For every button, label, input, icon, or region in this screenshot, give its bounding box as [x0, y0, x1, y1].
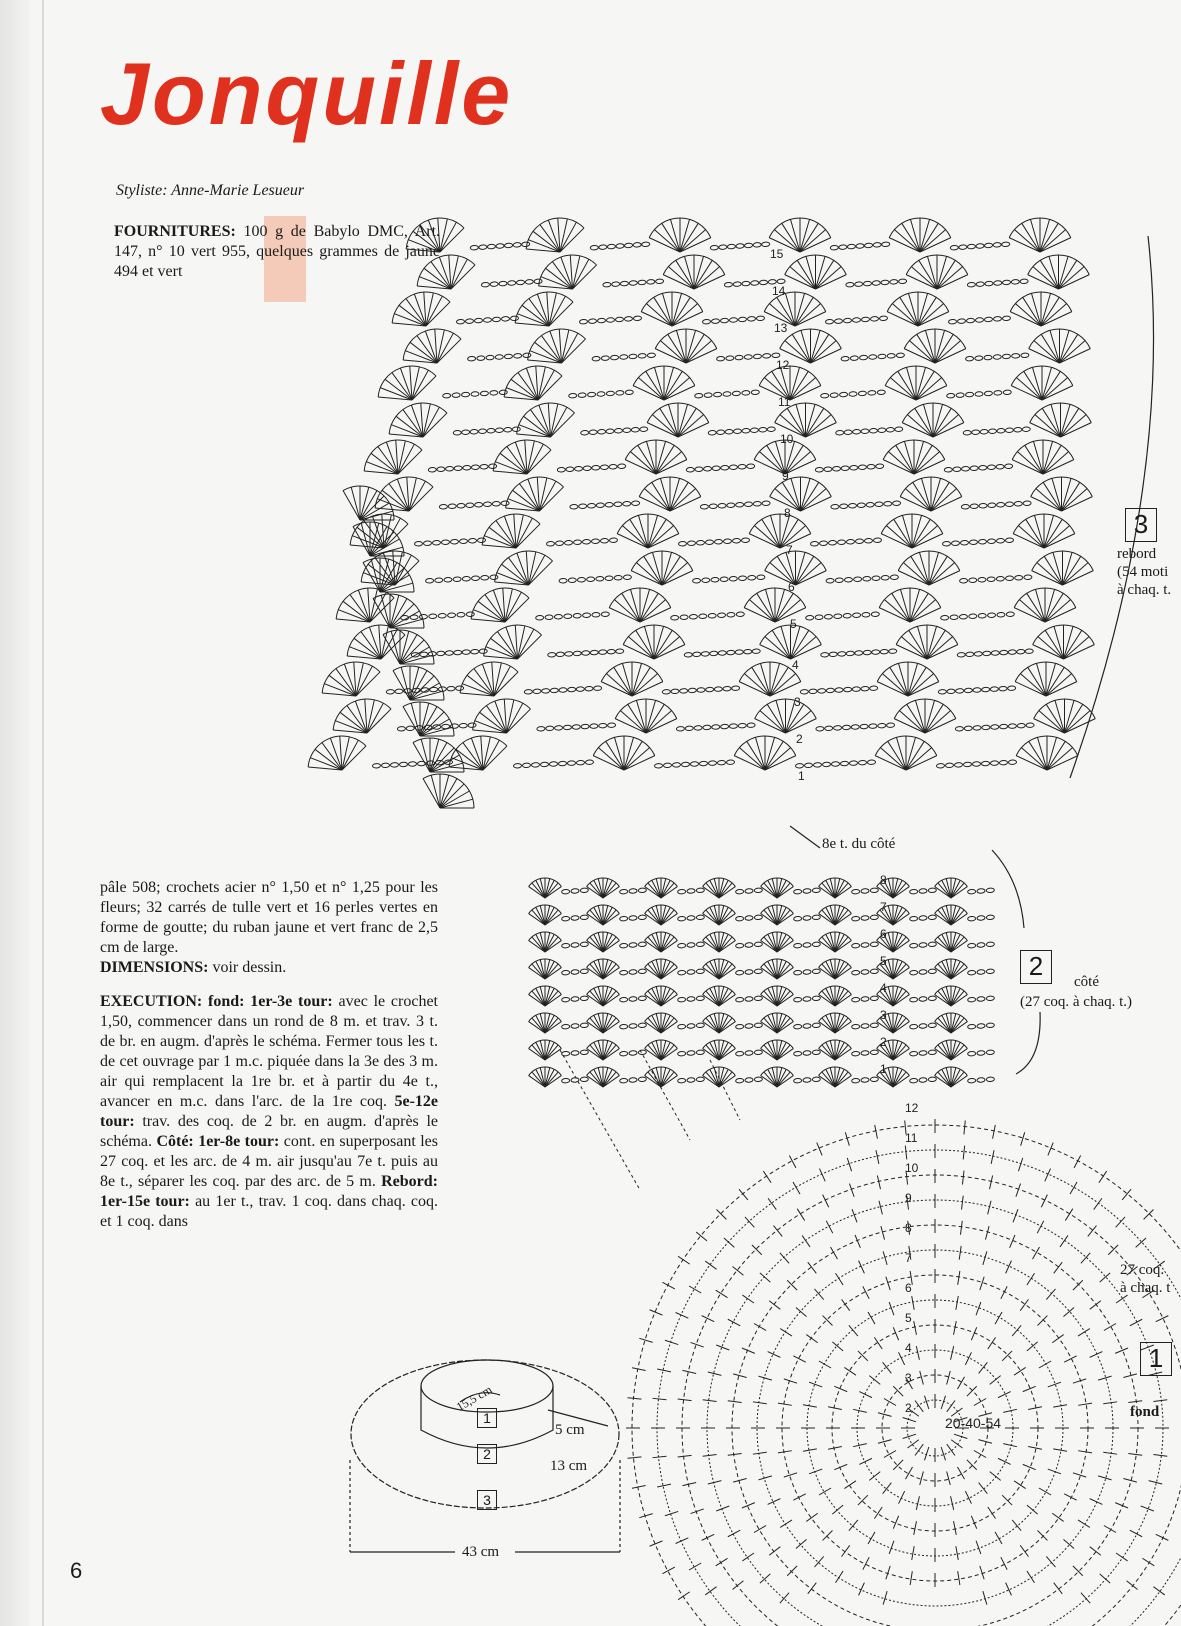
- execution-text-2: trav. des coq. de 2 br. en augm. d'après le schéma.: [100, 1113, 438, 1150]
- hat-height-dimension: 5 cm: [555, 1422, 585, 1438]
- rebord-number-box: 3: [1125, 508, 1157, 542]
- instructions-block: [100, 878, 438, 1246]
- supplies-heading: FOURNITURES:: [114, 223, 236, 240]
- fond-sub-2: à chaq. t: [1120, 1280, 1171, 1296]
- cote-sub: (27 coq. à chaq. t.): [1020, 994, 1133, 1010]
- execution-text-1: avec le crochet 1,50, commencer dans un rond de 8 m. et trav. 3 t. de br. en augm. d'après le schéma. Fermer tous les t. de cet ouvrage par 1 m.c. piquée dans la 3e des 3 m. air qui remplacent la 1re br. et à partir du 4e t., avancer en m.c. dans l'arc. de la 1re coq.: [100, 993, 438, 1110]
- rebord-row-number: 3: [794, 695, 801, 709]
- execution-heading-2: 5e-12e tour:: [100, 1093, 439, 1130]
- fond-row-number: 4: [905, 1341, 912, 1355]
- execution-text-4: au 1er t., trav. 1 coq. dans chaq. coq. et 1 coq. dans: [100, 1193, 439, 1230]
- fond-label: fond: [1130, 1404, 1160, 1420]
- rebord-row-number: 14: [772, 284, 786, 298]
- page-number: 6: [70, 1558, 83, 1583]
- page-gutter-line: [42, 0, 44, 1626]
- rebord-sub-2: à chaq. t.: [1117, 582, 1172, 598]
- dimensions-heading: DIMENSIONS:: [100, 959, 209, 976]
- rebord-row-number: 12: [776, 358, 790, 372]
- cote-row-number: 3: [880, 1008, 887, 1022]
- page-gutter: [0, 0, 30, 1626]
- hat-total-dimension: 43 cm: [462, 1544, 500, 1560]
- dimensions-text: voir dessin.: [212, 959, 287, 976]
- execution-heading-3: Côté: 1er-8e tour:: [156, 1133, 280, 1150]
- rebord-row-number: 11: [778, 395, 791, 409]
- supplies-text-top: 100 g de Babylo DMC, Art. 147, n° 10 vert 955, quelques grammes de jaune 494 et vert: [114, 223, 441, 280]
- execution-heading: EXECUTION: fond: 1er-3e tour:: [100, 993, 333, 1010]
- fond-row-number: 3: [905, 1371, 912, 1385]
- hat-crown-dimension: 13 cm: [550, 1458, 588, 1474]
- fond-center-label: 20-40-54: [945, 1415, 1002, 1431]
- rebord-row-number: 7: [786, 543, 793, 557]
- cote-row-number: 8: [880, 873, 887, 887]
- side-note: 8e t. du côté: [822, 836, 896, 852]
- supplies-block-top: [114, 222, 440, 282]
- fond-row-number: 10: [905, 1161, 919, 1175]
- cote-row-number: 6: [880, 927, 887, 941]
- rebord-chart: [308, 218, 1095, 808]
- fond-chart: [560, 1050, 1181, 1626]
- rebord-row-number: 4: [792, 658, 799, 672]
- fond-sub-1: 27 coq.: [1120, 1262, 1165, 1278]
- cote-bracket-top: [992, 850, 1024, 928]
- fond-row-number: 2: [905, 1401, 912, 1415]
- cote-number-box: 2: [1020, 950, 1052, 984]
- rebord-row-number: 2: [796, 732, 803, 746]
- hat-brim-dimension: 15,5 cm: [453, 1382, 495, 1414]
- stylist-credit: Styliste: Anne-Marie Lesueur: [116, 182, 305, 199]
- rebord-bracket: [1070, 236, 1157, 778]
- fond-row-number: 8: [905, 1221, 912, 1235]
- supplies-text-bottom: pâle 508; crochets acier n° 1,50 et n° 1,25 pour les fleurs; 32 carrés de tulle vert et 16 perles vertes en forme de goutte; du ruban jaune et vert franc de 2,5 cm de large.: [100, 879, 438, 956]
- fond-row-number: 6: [905, 1281, 912, 1295]
- rebord-label: rebord: [1117, 546, 1157, 562]
- fond-number-box: 1: [1140, 1342, 1172, 1376]
- hat-box-1: 1: [477, 1408, 497, 1428]
- rebord-row-number: 6: [788, 580, 795, 594]
- cote-bracket-bottom: [1016, 1012, 1040, 1074]
- fond-row-number: 7: [905, 1251, 912, 1265]
- side-note-pointer: [790, 826, 820, 848]
- hat-box-2: 2: [477, 1444, 497, 1464]
- page-title: Jonquille: [100, 44, 514, 143]
- rebord-row-number: 13: [774, 321, 788, 335]
- cote-chart: [529, 878, 995, 1087]
- fond-row-number: 12: [905, 1101, 919, 1115]
- rebord-row-number: 5: [790, 617, 797, 631]
- hat-box-3: 3: [477, 1490, 497, 1510]
- rebord-row-number: 10: [780, 432, 794, 446]
- cote-row-number: 1: [880, 1062, 887, 1076]
- fond-row-number: 5: [905, 1311, 912, 1325]
- rebord-row-number: 15: [770, 247, 784, 261]
- execution-text-3: cont. en superposant les 27 coq. et les arc. de 4 m. air jusqu'au 7e t. puis au 8e t., séparer les coq. par des arc. de 5 m.: [100, 1133, 438, 1190]
- cote-label: côté: [1074, 974, 1099, 990]
- cote-row-number: 7: [880, 900, 887, 914]
- rebord-sub-1: (54 moti: [1117, 564, 1169, 580]
- cote-row-number: 2: [880, 1035, 887, 1049]
- fond-row-number: 11: [905, 1131, 918, 1145]
- fond-row-number: 9: [905, 1191, 912, 1205]
- rebord-row-number: 1: [798, 769, 805, 783]
- cote-row-number: 4: [880, 981, 887, 995]
- rebord-row-number: 8: [784, 506, 791, 520]
- rebord-row-number: 9: [782, 469, 789, 483]
- cote-row-number: 5: [880, 954, 887, 968]
- execution-heading-4: Rebord: 1er-15e tour:: [100, 1173, 439, 1210]
